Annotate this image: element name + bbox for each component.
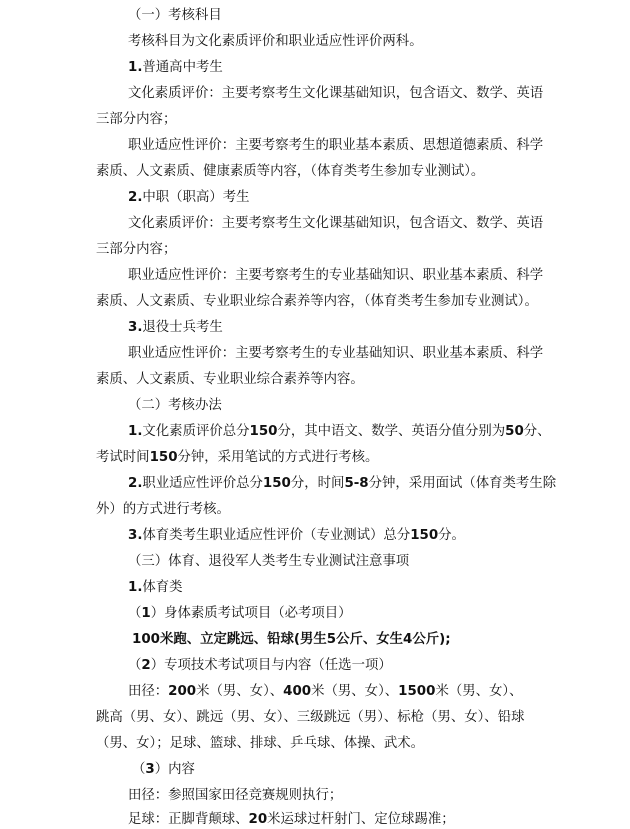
heading-1: （一）考核科目 — [128, 8, 222, 23]
paragraph: 100米跑、立定跳远、铅球(男生5公斤、女生4公斤); — [132, 632, 451, 647]
paragraph: 文化素质评价：主要考察考生文化课基础知识，包含语文、数学、英语 — [128, 86, 544, 101]
subheading: 1.普通高中考生 — [128, 60, 223, 75]
paragraph-cont: （男、女）；足球、篮球、排球、乒乓球、体操、武术。 — [96, 736, 425, 751]
subheading: （2）专项技术考试项目与内容（任选一项） — [128, 658, 392, 673]
paragraph: 足球：正脚背颠球、20米运球过杆射门、定位球踢准； — [128, 812, 455, 827]
paragraph: 职业适应性评价：主要考察考生的专业基础知识、职业基本素质、科学 — [128, 268, 544, 283]
paragraph: 2.职业适应性评价总分150分，时间5-8分钟，采用面试（体育类考生除 — [128, 476, 557, 491]
paragraph: 田径：200米（男、女）、400米（男、女）、1500米（男、女）、 — [128, 684, 523, 699]
paragraph-cont: 三部分内容； — [96, 112, 177, 127]
paragraph: 考核科目为文化素质评价和职业适应性评价两科。 — [128, 34, 423, 49]
subheading: 3.退役士兵考生 — [128, 320, 223, 335]
paragraph-cont: 考试时间150分钟，采用笔试的方式进行考核。 — [96, 450, 379, 465]
subheading: （1）身体素质考试项目（必考项目） — [128, 606, 352, 621]
subheading: （3）内容 — [132, 762, 195, 777]
subheading: 1.体育类 — [128, 580, 183, 595]
heading-3: （三）体育、退役军人类考生专业测试注意事项 — [128, 554, 410, 569]
subheading: 2.中职（职高）考生 — [128, 190, 250, 205]
heading-2: （二）考核办法 — [128, 398, 222, 413]
paragraph-cont: 素质、人文素质、健康素质等内容，（体育类考生参加专业测试）。 — [96, 164, 485, 179]
paragraph-cont: 跳高（男、女）、跳远（男、女）、三级跳远（男）、标枪（男、女）、铅球 — [96, 710, 525, 725]
paragraph: 职业适应性评价：主要考察考生的职业基本素质、思想道德素质、科学 — [128, 138, 544, 153]
paragraph: 职业适应性评价：主要考察考生的专业基础知识、职业基本素质、科学 — [128, 346, 544, 361]
paragraph-cont: 素质、人文素质、专业职业综合素养等内容，（体育类考生参加专业测试）。 — [96, 294, 538, 309]
paragraph: 田径：参照国家田径竞赛规则执行； — [128, 788, 343, 803]
paragraph: 3.体育类考生职业适应性评价（专业测试）总分150分。 — [128, 528, 465, 543]
paragraph-cont: 素质、人文素质、专业职业综合素养等内容。 — [96, 372, 364, 387]
paragraph: 1.文化素质评价总分150分，其中语文、数学、英语分值分别为50分、 — [128, 424, 551, 439]
paragraph-cont: 三部分内容； — [96, 242, 177, 257]
paragraph-cont: 外）的方式进行考核。 — [96, 502, 230, 517]
paragraph: 文化素质评价：主要考察考生文化课基础知识，包含语文、数学、英语 — [128, 216, 544, 231]
